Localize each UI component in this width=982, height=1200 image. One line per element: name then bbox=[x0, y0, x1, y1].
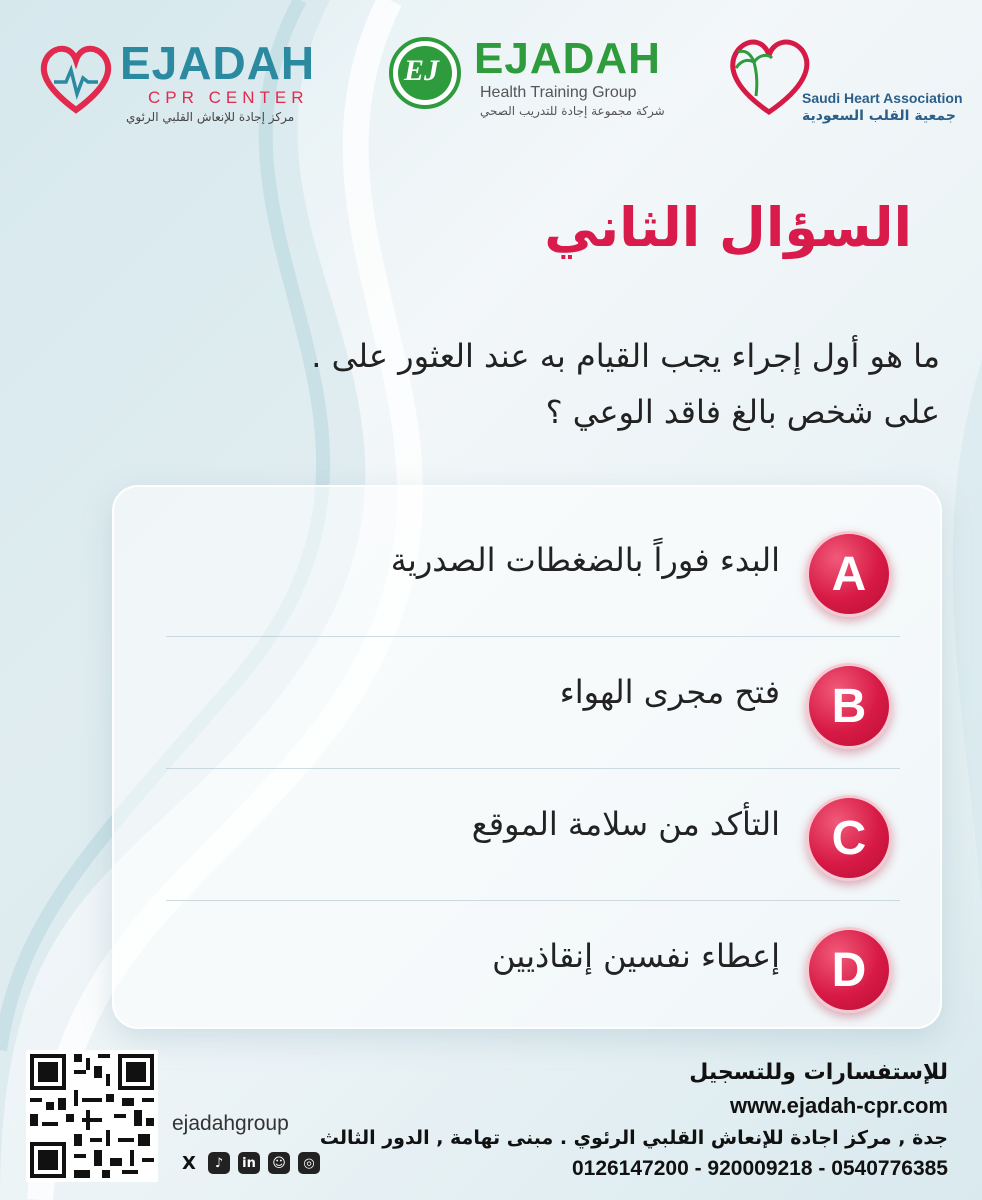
question-title: السؤال الثاني bbox=[544, 196, 912, 259]
heart-pulse-icon bbox=[36, 40, 116, 120]
x-icon[interactable]: X bbox=[182, 1152, 196, 1174]
snapchat-icon[interactable]: ☺ bbox=[268, 1152, 290, 1174]
answer-option-b[interactable] bbox=[114, 637, 940, 769]
answer-letter-badge: D bbox=[806, 927, 892, 1013]
website-link[interactable]: www.ejadah-cpr.com bbox=[729, 1093, 948, 1118]
cpr-logo-subtitle: CPR CENTER bbox=[148, 88, 309, 107]
question-text bbox=[220, 328, 940, 440]
heart-palm-icon bbox=[726, 34, 812, 120]
ej-logo-arabic: شركة مجموعة إجادة للتدريب الصحي bbox=[480, 104, 665, 118]
answer-letter-badge: B bbox=[806, 663, 892, 749]
answer-option-a[interactable] bbox=[114, 505, 940, 637]
social-icons bbox=[178, 1152, 320, 1178]
saudi-heart-association-logo bbox=[726, 34, 963, 129]
question-line-1: ما هو أول إجراء يجب القيام به عند العثور على . bbox=[311, 337, 940, 375]
social-handle[interactable]: ejadahgroup bbox=[172, 1112, 289, 1135]
cpr-logo-arabic: مركز إجادة للإنعاش القلبي الرئوي bbox=[126, 110, 295, 124]
qr-code[interactable] bbox=[26, 1050, 158, 1182]
answer-text: البدء فوراً بالضغطات الصدرية bbox=[390, 541, 780, 579]
ej-logo-subtitle: Health Training Group bbox=[480, 84, 637, 101]
phone-numbers[interactable]: 0126147200 - 920009218 - 0540776385 bbox=[571, 1157, 948, 1180]
linkedin-icon[interactable]: in bbox=[238, 1152, 260, 1174]
ejadah-group-logo bbox=[388, 34, 678, 124]
answer-text: التأكد من سلامة الموقع bbox=[471, 805, 780, 843]
answer-text: إعطاء نفسين إنقاذيين bbox=[492, 937, 780, 975]
ej-logo-title: EJADAH bbox=[474, 34, 661, 83]
question-line-2: على شخص بالغ فاقد الوعي ؟ bbox=[545, 393, 940, 431]
answers-card bbox=[112, 485, 942, 1029]
answer-option-c[interactable] bbox=[114, 769, 940, 901]
contact-heading: للإستفسارات وللتسجيل bbox=[689, 1060, 948, 1085]
instagram-icon[interactable]: ◎ bbox=[298, 1152, 320, 1174]
ej-monogram-text: EJ bbox=[404, 54, 440, 87]
answer-letter-badge: A bbox=[806, 531, 892, 617]
ejadah-cpr-center-logo bbox=[36, 34, 316, 134]
sha-logo-english: Saudi Heart Association bbox=[802, 90, 963, 106]
cpr-logo-title: EJADAH bbox=[120, 37, 316, 89]
sha-logo-arabic: جمعية القلب السعودية bbox=[802, 108, 956, 124]
answer-text: فتح مجرى الهواء bbox=[559, 673, 780, 711]
contact-info bbox=[319, 1060, 948, 1181]
answer-option-d[interactable] bbox=[114, 901, 940, 1033]
answer-letter-badge: C bbox=[806, 795, 892, 881]
tiktok-icon[interactable]: ♪ bbox=[208, 1152, 230, 1174]
address-text: جدة , مركز اجادة للإنعاش القلبي الرئوي . مبنى تهامة , الدور الثالث bbox=[319, 1127, 948, 1149]
